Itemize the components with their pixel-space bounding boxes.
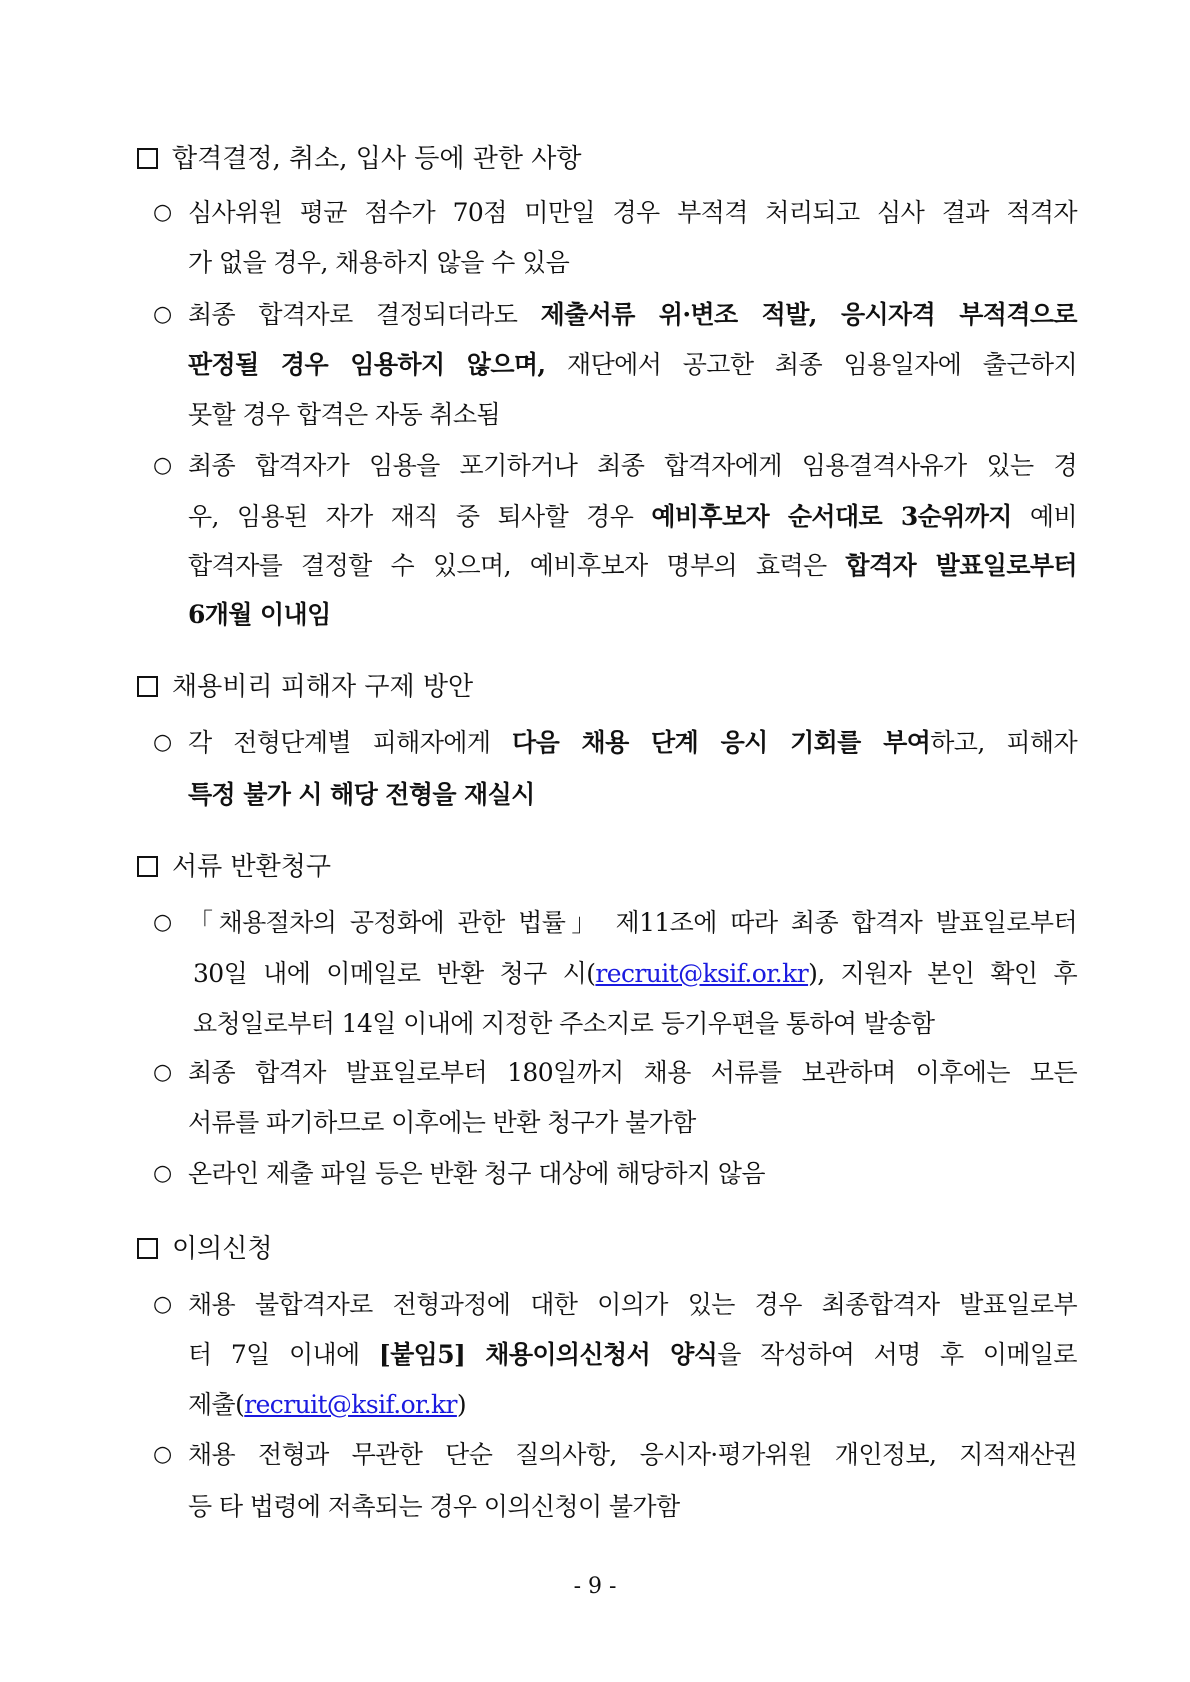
text-run: 온라인 제출 파일 등은 반환 청구 대상에 해당하지 않음	[188, 1159, 765, 1188]
email-link[interactable]: recruit@ksif.or.kr	[595, 959, 809, 988]
bold-text: 판정될 경우 임용하지 않으며,	[188, 350, 546, 379]
bold-text: 예비후보자 순서대로 3순위까지	[651, 502, 1012, 531]
section-heading	[137, 1224, 272, 1274]
text-run: 을 작성하여 서명 후 이메일로	[717, 1340, 1077, 1369]
text-run: 서류를 파기하므로 이후에는 반환 청구가 불가함	[188, 1108, 696, 1137]
text-run: )	[456, 1390, 467, 1419]
paragraph-line	[188, 290, 1077, 340]
bullet-circle-icon: ○	[153, 910, 173, 935]
paragraph-line	[188, 590, 1077, 640]
text-run: 최종 합격자로 결정되더라도	[188, 300, 541, 329]
text-run: 우, 임용된 자가 재직 중 퇴사할 경우	[188, 502, 652, 531]
section-heading	[137, 134, 581, 184]
bullet-circle-icon: ○	[153, 1292, 173, 1317]
paragraph-line	[188, 492, 1077, 542]
bullet-circle-icon: ○	[153, 200, 173, 225]
text-run: 가 없을 경우, 채용하지 않을 수 있음	[188, 248, 570, 277]
page-number: - 9 -	[573, 1574, 617, 1599]
paragraph-line	[188, 1098, 1077, 1148]
text-run: 최종 합격자 발표일로부터 180일까지 채용 서류를 보관하며 이후에는 모든	[188, 1058, 1077, 1087]
text-run: 예비	[1011, 502, 1077, 531]
text-run: 등 타 법령에 저촉되는 경우 이의신청이 불가함	[188, 1492, 680, 1521]
paragraph-line	[188, 188, 1077, 238]
text-run: 심사위원 평균 점수가 70점 미만일 경우 부적격 처리되고 심사 결과 적격자	[188, 198, 1077, 227]
paragraph-line	[188, 1330, 1077, 1380]
bold-text: 합격자 발표일로부터	[845, 551, 1077, 580]
paragraph-line	[188, 340, 1077, 390]
section-title: 채용비리 피해자 구제 방안	[172, 672, 474, 702]
bold-text: [붙임5] 채용이의신청서 양식	[378, 1340, 718, 1369]
bold-text: 제출서류 위·변조 적발, 응시자격 부적격으로	[540, 300, 1077, 329]
paragraph-line	[188, 541, 1077, 591]
text-run: 「채용절차의 공정화에 관한 법률」 제11조에 따라 최종 합격자 발표일로부터	[188, 908, 1077, 937]
section-title: 합격결정, 취소, 입사 등에 관한 사항	[172, 144, 582, 174]
paragraph-line	[193, 949, 1077, 999]
text-run: 각 전형단계별 피해자에게	[188, 728, 513, 757]
text-run: 요청일로부터 14일 이내에 지정한 주소지로 등기우편을 통하여 발송함	[193, 1009, 935, 1038]
bullet-circle-icon: ○	[153, 1442, 173, 1467]
section-title: 서류 반환청구	[172, 852, 331, 882]
email-link[interactable]: recruit@ksif.or.kr	[244, 1390, 457, 1419]
section-heading	[137, 842, 331, 892]
text-run: 하고, 피해자	[930, 728, 1078, 757]
bullet-circle-icon: ○	[153, 453, 173, 478]
text-run: 합격자를 결정할 수 있으며, 예비후보자 명부의 효력은	[188, 551, 846, 580]
paragraph-line	[188, 1048, 1077, 1098]
paragraph-line	[188, 1149, 1077, 1199]
bullet-circle-icon: ○	[153, 730, 173, 755]
bullet-circle-icon: ○	[153, 1060, 173, 1085]
text-run: 재단에서 공고한 최종 임용일자에 출근하지	[545, 350, 1078, 379]
text-run: 최종 합격자가 임용을 포기하거나 최종 합격자에게 임용결격사유가 있는 경	[188, 451, 1077, 480]
text-run: 채용 불합격자로 전형과정에 대한 이의가 있는 경우 최종합격자 발표일로부	[188, 1290, 1077, 1319]
section-heading	[137, 662, 473, 712]
text-run: 30일 내에 이메일로 반환 청구 시(	[193, 959, 596, 988]
text-run: 못할 경우 합격은 자동 취소됨	[188, 400, 500, 429]
paragraph-line	[188, 770, 1077, 820]
paragraph-line	[188, 898, 1077, 948]
text-run: ), 지원자 본인 확인 후	[808, 959, 1077, 988]
checkbox-square-icon	[137, 148, 158, 169]
paragraph-line	[193, 999, 1077, 1049]
paragraph-line	[188, 441, 1077, 491]
paragraph-line	[188, 1280, 1077, 1330]
bullet-circle-icon: ○	[153, 1161, 173, 1186]
text-run: 채용 전형과 무관한 단순 질의사항, 응시자·평가위원 개인정보, 지적재산권	[188, 1440, 1077, 1469]
bullet-circle-icon: ○	[153, 302, 173, 327]
paragraph-line	[188, 1430, 1077, 1480]
bold-text: 6개월 이내임	[188, 600, 331, 629]
bold-text: 특정 불가 시 해당 전형을 재실시	[188, 780, 535, 809]
bold-text: 다음 채용 단계 응시 기회를 부여	[512, 728, 931, 757]
text-run: 터 7일 이내에	[188, 1340, 379, 1369]
paragraph-line	[188, 238, 1077, 288]
checkbox-square-icon	[137, 856, 158, 877]
checkbox-square-icon	[137, 1238, 158, 1259]
text-run: 제출(	[188, 1390, 245, 1419]
paragraph-line	[188, 390, 1077, 440]
checkbox-square-icon	[137, 676, 158, 697]
section-title: 이의신청	[172, 1234, 273, 1264]
paragraph-line	[188, 1482, 1077, 1532]
paragraph-line	[188, 1380, 1077, 1430]
paragraph-line	[188, 718, 1077, 768]
